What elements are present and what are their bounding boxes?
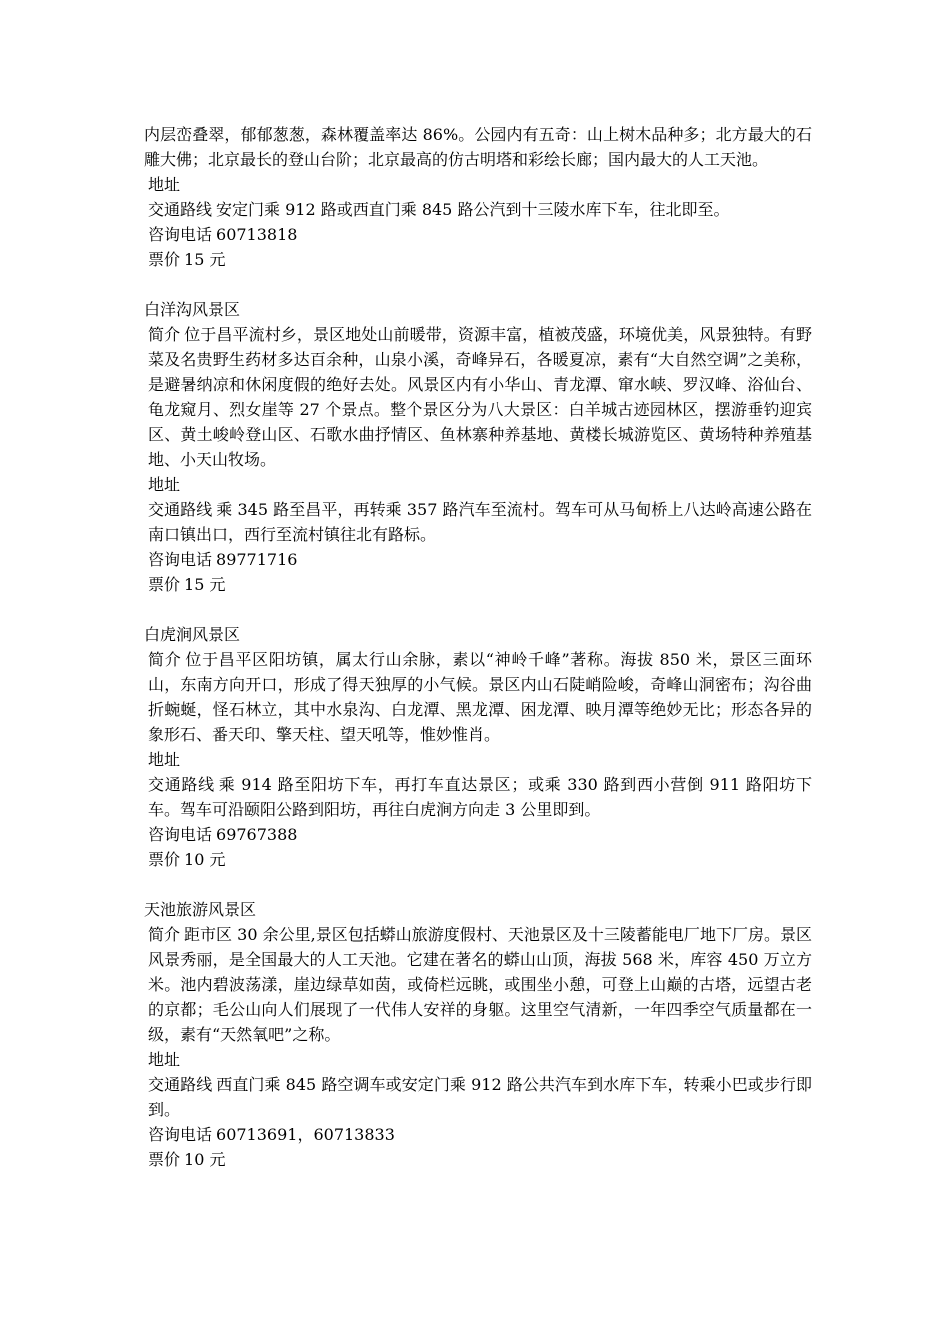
phone-label: 咨询电话 <box>148 1125 213 1144</box>
section-address <box>144 472 812 497</box>
intro-description: 内层峦叠翠，郁郁葱葱，森林覆盖率达 86%。公园内有五奇：山上树木品种多；北方最大的石雕大佛；北京最长的登山台阶；北京最高的仿古明塔和彩绘长廊；国内最大的人工天池。 <box>144 125 812 169</box>
transport-value: 西直门乘 845 路空调车或安定门乘 912 路公共汽车到水库下车，转乘小巴或步行即到。 <box>148 1075 812 1119</box>
intro-label: 简介 <box>148 325 181 344</box>
address-label: 地址 <box>148 175 181 194</box>
ticket-value: 15 元 <box>184 250 226 269</box>
phone-value: 69767388 <box>216 825 298 844</box>
ticket-label: 票价 <box>148 575 181 594</box>
section-phone <box>144 1122 812 1147</box>
transport-value: 乘 345 路至昌平，再转乘 357 路汽车至流村。驾车可从马甸桥上八达岭高速公路在南口镇出口，西行至流村镇往北有路标。 <box>148 500 812 544</box>
phone-label: 咨询电话 <box>148 550 213 569</box>
phone-value: 60713691，60713833 <box>216 1125 395 1144</box>
intro-label: 简介 <box>148 650 182 669</box>
transport-value: 乘 914 路至阳坊下车，再打车直达景区；或乘 330 路到西小营倒 911 路阳坊下车。驾车可沿颐阳公路到阳坊，再往白虎涧方向走 3 公里即到。 <box>148 775 812 819</box>
scenic-area-section <box>144 897 812 1172</box>
section-title: 白虎涧风景区 <box>144 625 241 644</box>
section-transport <box>144 1072 812 1122</box>
scenic-area-section <box>144 622 812 872</box>
address-label: 地址 <box>148 750 181 769</box>
section-ticket <box>144 847 812 872</box>
document-page <box>144 122 812 1172</box>
section-address <box>144 747 812 772</box>
phone-value: 60713818 <box>216 225 298 244</box>
address-label: 地址 <box>148 1050 181 1069</box>
phone-label: 咨询电话 <box>148 225 213 244</box>
section-title: 白洋沟风景区 <box>144 300 241 319</box>
intro-address <box>144 172 812 197</box>
phone-label: 咨询电话 <box>148 825 213 844</box>
intro-value: 距市区 30 余公里,景区包括蟒山旅游度假村、天池景区及十三陵蓄能电厂地下厂房。景区风景秀丽，是全国最大的人工天池。它建在著名的蟒山山顶，海拔 568 米，库容 450 万立方米。池内碧波荡漾，崖边绿草如茵，或倚栏远眺，或围坐小憩，可登上山巅的古塔，远望古老的京都；毛公山向人们展现了一代伟人安祥的身躯。这里空气清新，一年四季空气质量都在一级，素有“天然氧吧”之称。 <box>148 925 812 1044</box>
section-ticket <box>144 1147 812 1172</box>
intro-label: 简介 <box>148 925 181 944</box>
intro-transport <box>144 197 812 222</box>
ticket-label: 票价 <box>148 250 181 269</box>
section-transport <box>144 772 812 822</box>
section-phone <box>144 547 812 572</box>
section-ticket <box>144 572 812 597</box>
intro-value: 位于昌平区阳坊镇，属太行山余脉，素以“神岭千峰”著称。海拔 850 米，景区三面环山，东南方向开口，形成了得天独厚的小气候。景区内山石陡峭险峻，奇峰山洞密布；沟谷曲折蜿蜒，怪石林立，其中水泉沟、白龙潭、黑龙潭、困龙潭、映月潭等绝妙无比；形态各异的象形石、番天印、擎天柱、望天吼等，惟妙惟肖。 <box>148 650 812 744</box>
section-intro <box>144 647 812 747</box>
section-intro <box>144 322 812 472</box>
section-address <box>144 1047 812 1072</box>
section-intro <box>144 922 812 1047</box>
section-title: 天池旅游风景区 <box>144 900 257 919</box>
address-label: 地址 <box>148 475 181 494</box>
intro-entry <box>144 122 812 272</box>
transport-label: 交通路线 <box>148 1075 213 1094</box>
ticket-label: 票价 <box>148 1150 181 1169</box>
ticket-value: 10 元 <box>184 1150 226 1169</box>
intro-value: 位于昌平流村乡，景区地处山前暖带，资源丰富，植被茂盛，环境优美，风景独特。有野菜及名贵野生药材多达百余种，山泉小溪，奇峰异石，各暖夏凉，素有“大自然空调”之美称，是避暑纳凉和休闲度假的绝好去处。风景区内有小华山、青龙潭、窜水峡、罗汉峰、浴仙台、龟龙窥月、烈女崖等 27 个景点。整个景区分为八大景区：白羊城古迹园林区，摆游垂钓迎宾区、黄土峻岭登山区、石歌水曲抒情区、鱼林寨种养基地、黄楼长城游览区、黄场特种养殖基地、小天山牧场。 <box>148 325 812 469</box>
transport-label: 交通路线 <box>148 500 213 519</box>
ticket-value: 15 元 <box>184 575 226 594</box>
phone-value: 89771716 <box>216 550 298 569</box>
intro-phone <box>144 222 812 247</box>
transport-label: 交通路线 <box>148 775 215 794</box>
transport-label: 交通路线 <box>148 200 213 219</box>
transport-value: 安定门乘 912 路或西直门乘 845 路公汽到十三陵水库下车，往北即至。 <box>216 200 730 219</box>
scenic-area-section <box>144 297 812 597</box>
section-phone <box>144 822 812 847</box>
section-transport <box>144 497 812 547</box>
intro-ticket <box>144 247 812 272</box>
ticket-label: 票价 <box>148 850 181 869</box>
ticket-value: 10 元 <box>184 850 226 869</box>
